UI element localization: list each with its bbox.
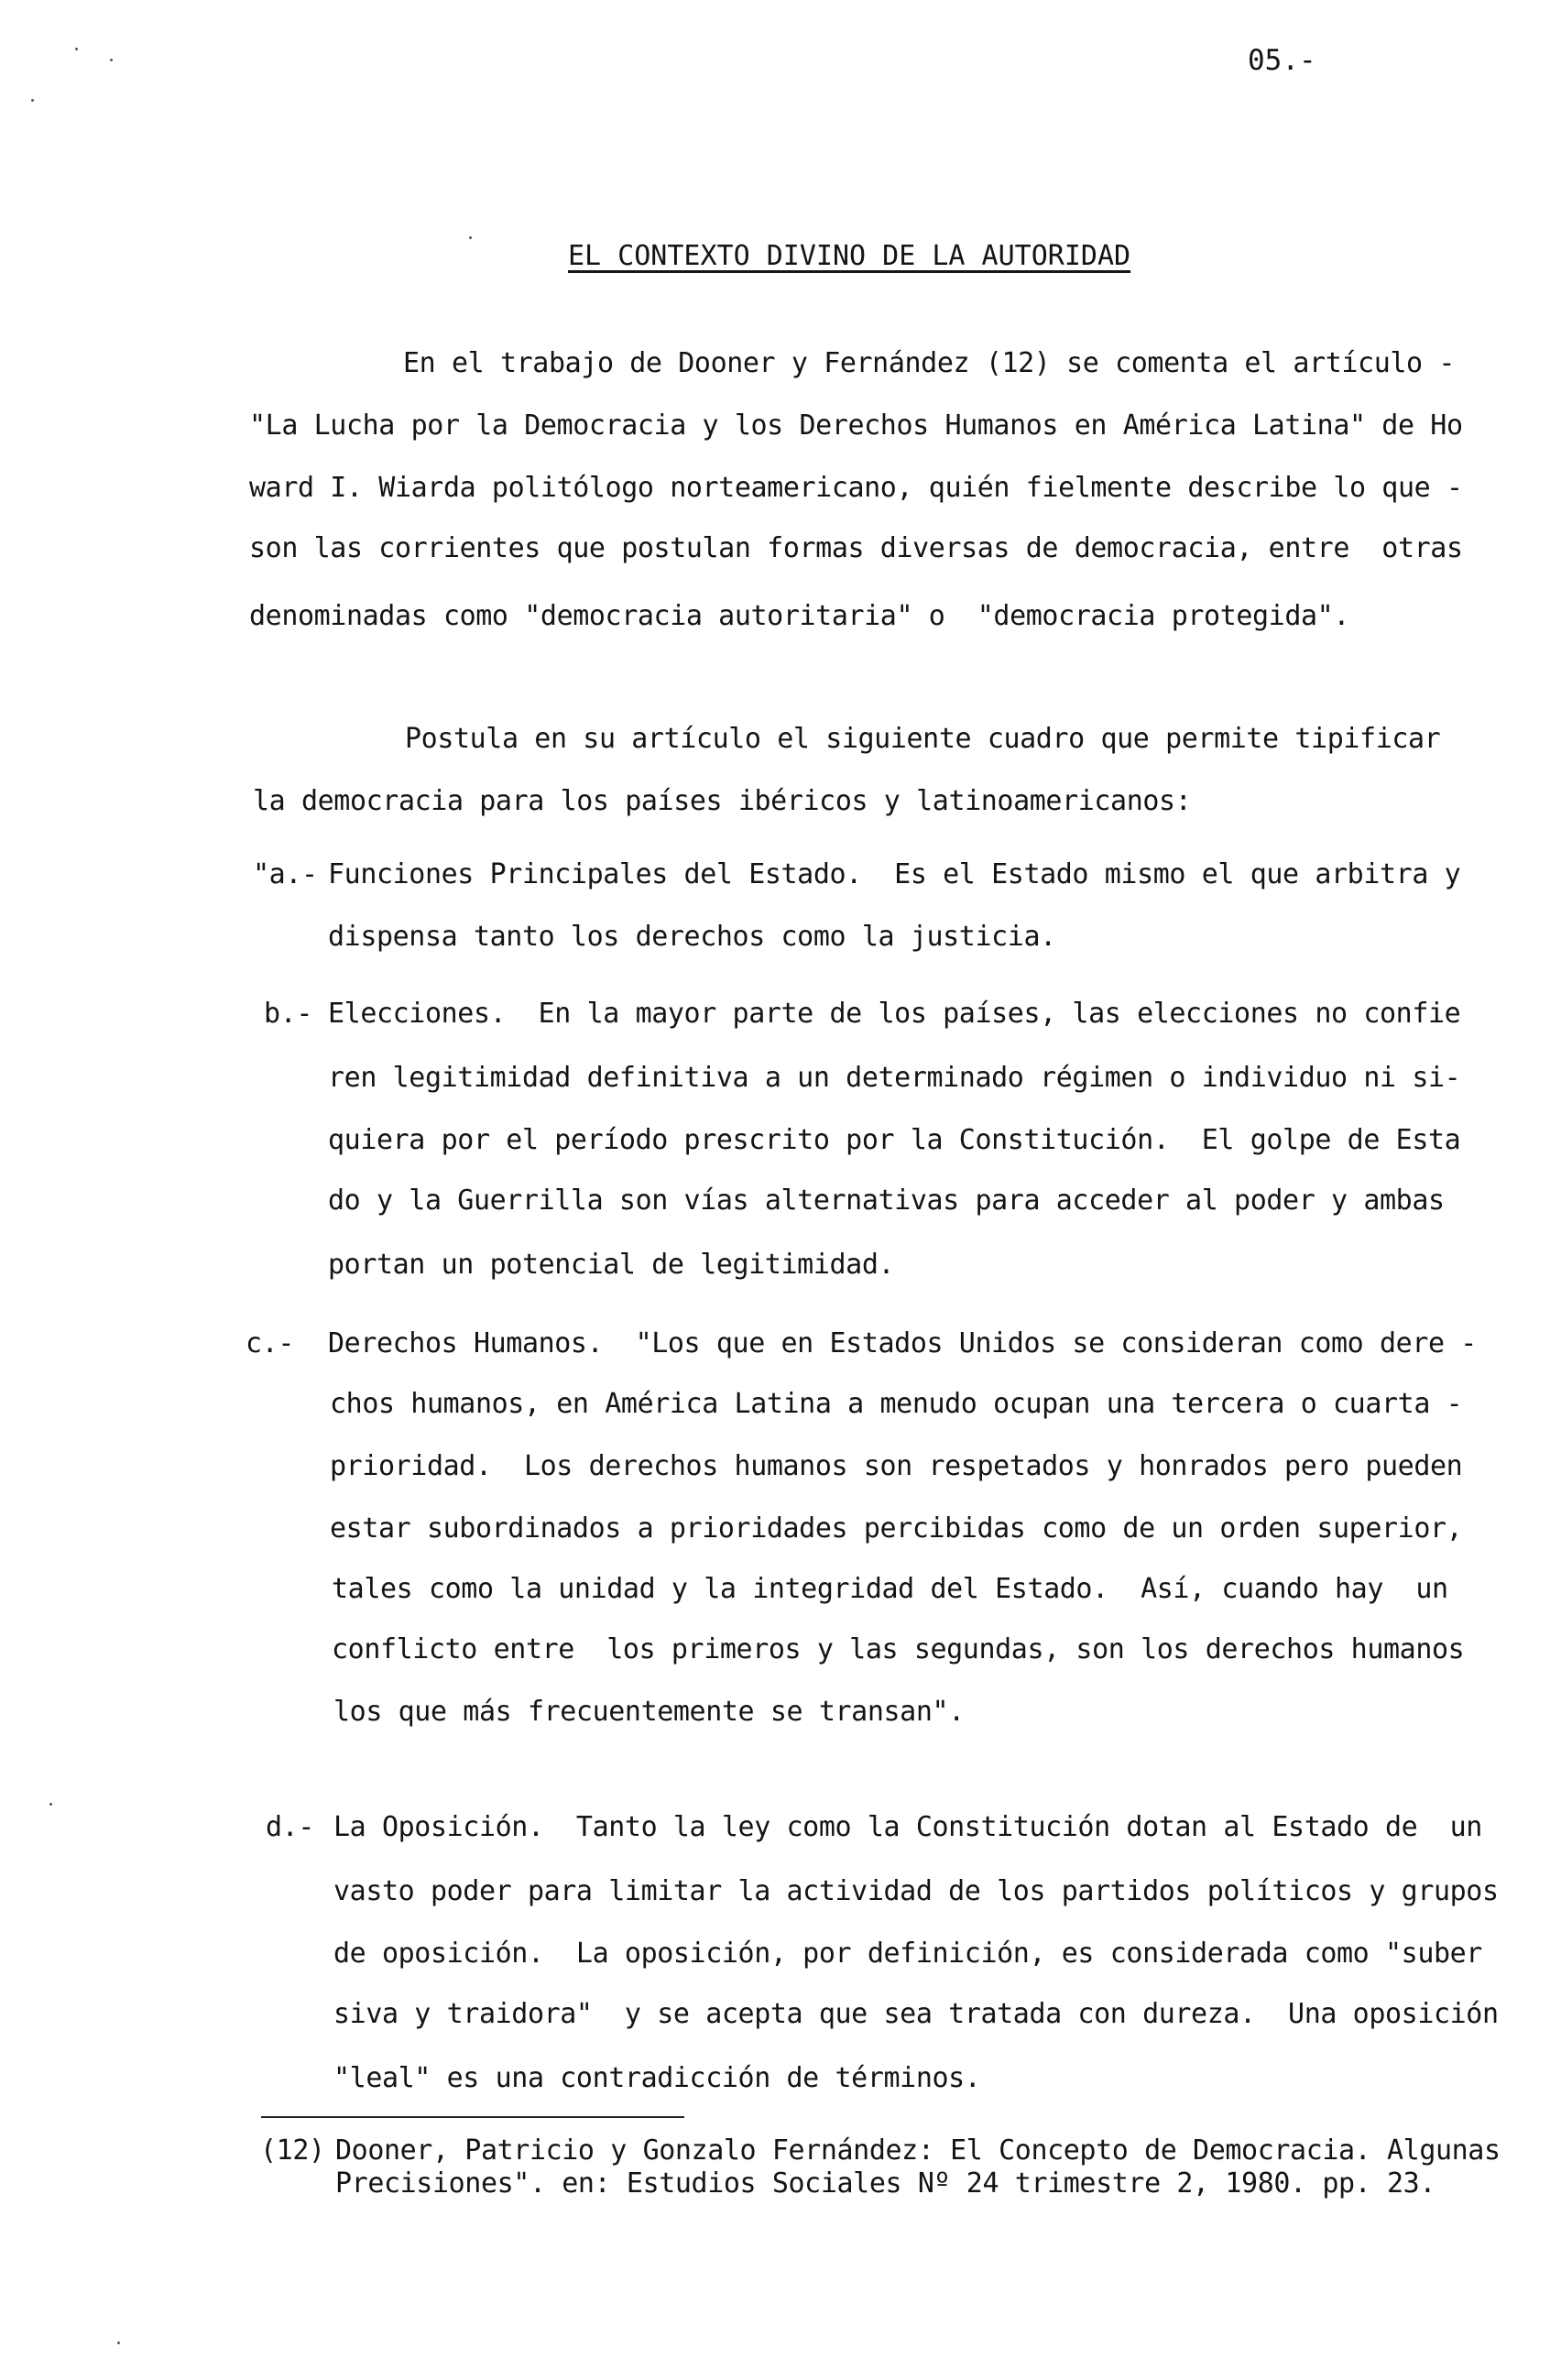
list-item-line: conflicto entre los primeros y las segundas, son los derechos humanos — [332, 1633, 1465, 1665]
list-item-line: dispensa tanto los derechos como la justicia. — [328, 921, 1056, 953]
list-item-marker: c.- — [246, 1327, 294, 1359]
scan-speck — [117, 2342, 120, 2344]
list-item-line: de oposición. La oposición, por definición, es considerada como "suber — [333, 1938, 1482, 1970]
list-item-line: Elecciones. En la mayor parte de los países, las elecciones no confie — [328, 998, 1461, 1030]
list-item-line: portan un potencial de legitimidad. — [328, 1249, 895, 1281]
footnote-marker: (12) — [260, 2134, 325, 2167]
scan-speck — [75, 48, 78, 50]
list-item-line: tales como la unidad y la integridad del Estado. Así, cuando hay un — [332, 1573, 1448, 1605]
list-item-line: quiera por el período prescrito por la Constitución. El golpe de Esta — [328, 1124, 1461, 1156]
scan-speck — [31, 99, 34, 102]
paragraph-line: En el trabajo de Dooner y Fernández (12) se comenta el artículo - — [403, 347, 1455, 379]
paragraph-line: denominadas como "democracia autoritaria" o "democracia protegida". — [249, 600, 1349, 632]
list-item-line: do y la Guerrilla son vías alternativas para acceder al poder y ambas — [328, 1185, 1445, 1217]
list-item-line: prioridad. Los derechos humanos son respetados y honrados pero pueden — [330, 1450, 1463, 1482]
list-item-line: siva y traidora" y se acepta que sea tratada con dureza. Una oposición — [333, 1998, 1499, 2030]
paragraph-line: "La Lucha por la Democracia y los Derechos Humanos en América Latina" de Ho — [249, 409, 1463, 442]
paragraph-line: ward I. Wiarda politólogo norteamericano, quién fielmente describe lo que - — [249, 472, 1463, 504]
list-item-line: vasto poder para limitar la actividad de los partidos políticos y grupos — [333, 1875, 1499, 1907]
list-item-line: ren legitimidad definitiva a un determinado régimen o individuo ni si- — [328, 1062, 1461, 1094]
list-item-line: La Oposición. Tanto la ley como la Constitución dotan al Estado de un — [333, 1811, 1482, 1843]
list-item-marker: d.- — [266, 1811, 314, 1843]
paragraph-line: Postula en su artículo el siguiente cuadro que permite tipificar — [405, 723, 1441, 755]
list-item-line: estar subordinados a prioridades percibidas como de un orden superior, — [330, 1512, 1463, 1545]
list-item-line: los que más frecuentemente se transan". — [333, 1696, 965, 1728]
scan-speck — [469, 236, 472, 239]
footnote-separator — [261, 2116, 684, 2118]
list-item-marker: "a.- — [253, 858, 318, 890]
paragraph-line: son las corrientes que postulan formas diversas de democracia, entre otras — [249, 532, 1463, 564]
list-item-line: Derechos Humanos. "Los que en Estados Unidos se consideran como dere - — [328, 1327, 1477, 1359]
footnote-line: Dooner, Patricio y Gonzalo Fernández: El Concepto de Democracia. Algunas — [335, 2134, 1501, 2167]
scan-speck — [49, 1803, 52, 1806]
page-number: 05.- — [1248, 44, 1316, 77]
paragraph-line: la democracia para los países ibéricos y latinoamericanos: — [253, 785, 1192, 817]
list-item-marker: b.- — [264, 998, 312, 1030]
footnote-line: Precisiones". en: Estudios Sociales Nº 24 trimestre 2, 1980. pp. 23. — [335, 2167, 1435, 2200]
list-item-line: "leal" es una contradicción de términos. — [333, 2062, 981, 2094]
list-item-line: chos humanos, en América Latina a menudo ocupan una tercera o cuarta - — [330, 1388, 1463, 1420]
scan-speck — [110, 59, 113, 61]
list-item-line: Funciones Principales del Estado. Es el Estado mismo el que arbitra y — [328, 858, 1461, 890]
section-title: EL CONTEXTO DIVINO DE LA AUTORIDAD — [568, 240, 1131, 272]
